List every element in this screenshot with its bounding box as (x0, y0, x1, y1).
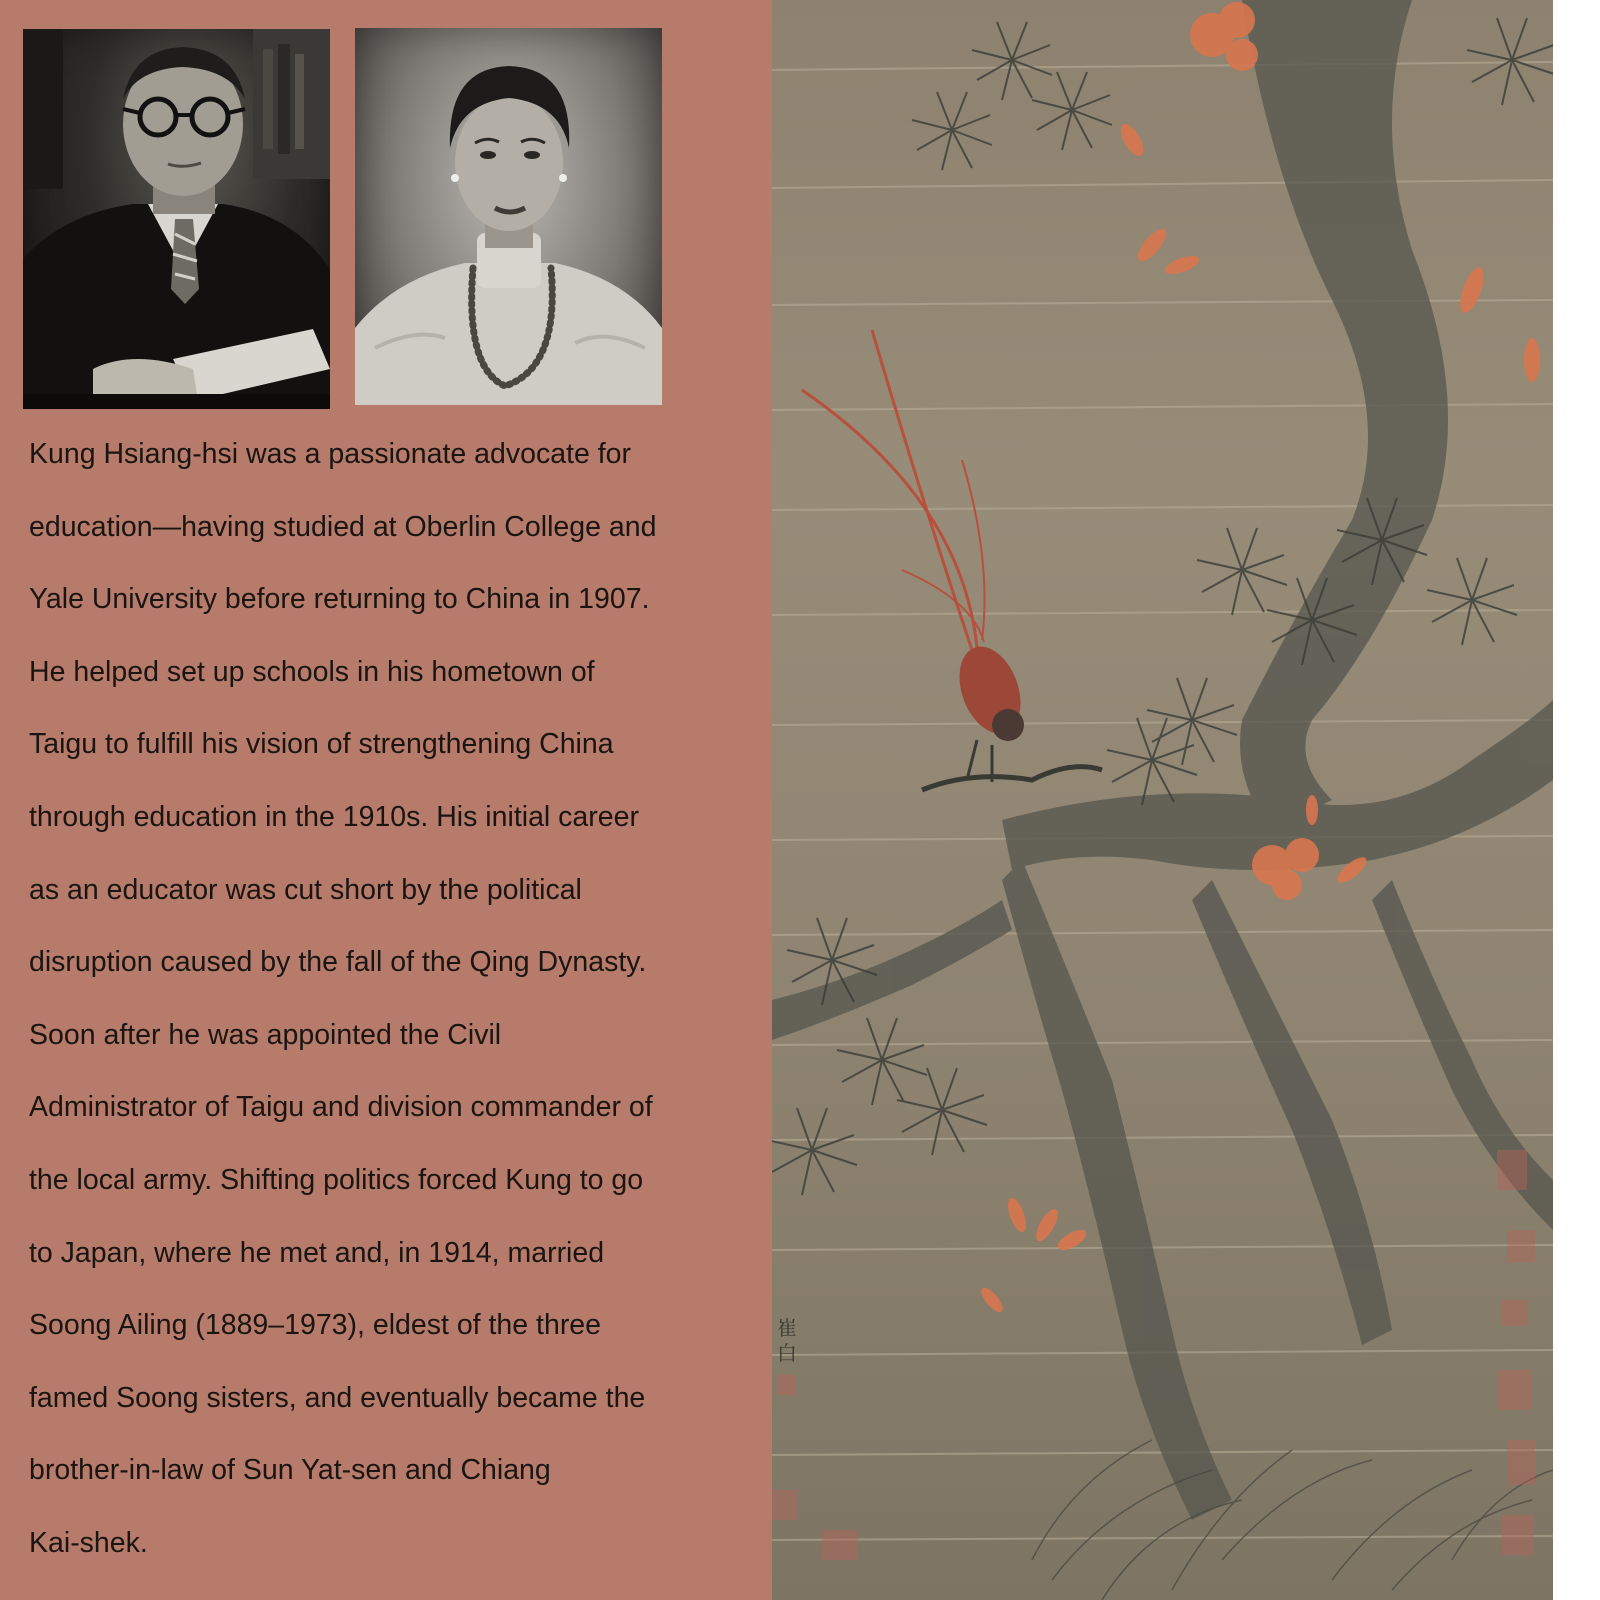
right-margin (1553, 0, 1600, 1600)
painting-artwork (772, 0, 1553, 1600)
woman-portrait-photo (355, 28, 662, 405)
pine-trunk (772, 0, 1553, 1520)
biography-paragraph: Kung Hsiang-hsi was a passionate advocate for education—having studied at Oberlin College and Yale University before returning to China in 1907. He helped set up schools in his hometown of Taigu to fulfill his vision of strengthening China through education in the 1910s. His initial career as an educator was cut short by the political disruption caused by the fall of the Qing Dynasty. Soon after he was appointed the Civil Administrator of Taigu and division commander of the local army. Shifting politics forced Kung to go to Japan, where he met and, in 1914, married Soong Ailing (1889–1973), eldest of the three famed Soong sisters, and eventually became the brother-in-law of Sun Yat-sen and Chiang Kai-shek. (29, 438, 657, 1559)
grass (1032, 1440, 1553, 1600)
scroll-painting (772, 0, 1553, 1600)
artist-signature (777, 1316, 797, 1395)
bird (802, 330, 1102, 790)
man-portrait-drawing (23, 29, 330, 409)
svg-text:白: 白 (777, 1341, 797, 1365)
woman-portrait-drawing (355, 28, 662, 405)
text-panel (0, 0, 772, 1600)
man-portrait-photo (23, 29, 330, 409)
svg-text:崔: 崔 (777, 1316, 797, 1340)
blossoms (978, 2, 1540, 1315)
